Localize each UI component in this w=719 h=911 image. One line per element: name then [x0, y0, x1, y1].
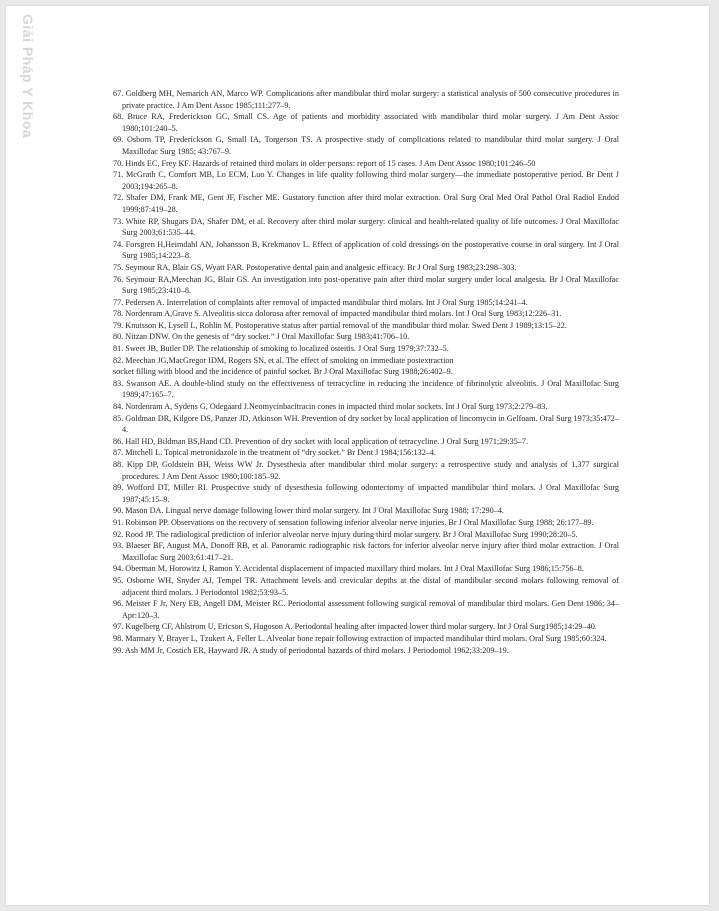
- reference-item: 80. Nitzan DNW. On the genesis of “dry socket.” J Oral Maxillofac Surg 1983;41:706–10.: [113, 332, 410, 342]
- reference-list: [113, 88, 619, 656]
- reference-item: 77. Pedersen A. Interrelation of complaints after removal of impacted mandibular third molars. Int J Oral Surg 1985;14:241–4.: [113, 297, 528, 307]
- reference-item: 94. Oberman M, Horowitz I, Ramon Y. Accidental displacement of impacted maxillary third molars. Int J Oral Maxillofac Surg 1986;15:756–8.: [113, 564, 584, 574]
- reference-item: 84. Nordenram A, Sydens G, Odegaard J.Neomycinbacitracin cones in impacted third molar sockets. Int J Oral Surg 1973;2:279–83.: [113, 402, 548, 412]
- reference-item: 72. Shafer DM, Frank ME, Gent JF, Fischer ME. Gustatory function after third molar extraction. Oral Surg Oral Med Oral Pathol Oral Radiol Endod 1999;87:419–28.: [113, 193, 619, 214]
- reference-item: 68. Bruce RA, Frederickson GC, Small CS. Age of patients and morbidity associated with mandibular third molar surgery. J Am Dent Assoc 1980;101:240–5.: [113, 112, 619, 133]
- reference-item: 91. Robinson PP. Observations on the recovery of sensation following inferior alveolar nerve injuries. Br J Oral Maxillofac Surg 1988; 26:177–89.: [113, 517, 594, 527]
- reference-item: 96. Meister F Jr, Nery EB, Angell DM, Meister RC. Periodontal assessment following surgical removal of mandibular third molars. Gen Dent 1986; 34–Apr:120–3.: [113, 599, 619, 620]
- reference-item: 98. Marmary Y, Brayer L, Tzukert A, Feller L. Alveolar bone repair following extraction of impacted mandibular third molars. Oral Surg 1985;60:324.: [113, 633, 607, 643]
- reference-item: 71. McGrath C, Comfort MB, Lo ECM, Luo Y. Changes in life quality following third molar surgery—the immediate postoperative period. Br Dent J 2003;194:265–8.: [113, 170, 619, 191]
- reference-item: 88. Kipp DP, Goldstein BH, Weiss WW Jr. Dysesthesia after mandibular third molar surgery: a retrospective study and analysis of 1,377 surgical procedures. J Am Dent Assoc 1980;100:185–92.: [113, 460, 619, 481]
- reference-item: 93. Blaeser BF, August MA, Donoff RB, et al. Panoramic radiographic risk factors for inferior alveolar nerve injury after third molar extraction. J Oral Maxillofac Surg 2003;61:417–21.: [113, 541, 619, 562]
- watermark-text: Giải Pháp Y Khoa: [20, 14, 36, 139]
- reference-item: 95. Osborne WH, Snyder AJ, Tempel TR. Attachment levels and crevicular depths at the distal of mandibular second molars following removal of adjacent third molars. J Periodontol 1982;53:93–5.: [113, 575, 619, 597]
- reference-item: 87. Mitchell L. Topical metronidazole in the treatment of “dry socket.” Br Dent J 1984;156:132–4.: [113, 448, 437, 458]
- reference-item: 97. Kugelberg CF, Ahlstrom U, Ericson S, Hugoson A. Periodontal healing after impacted lower third molar surgery. Int J Oral Surg1985;14:29–40.: [113, 622, 597, 632]
- reference-item: 70. Hinds EC, Frey KF. Hazards of retained third molars in older persons: report of 15 cases. J Am Dent Assoc 1980;101:246–50: [113, 158, 536, 168]
- reference-item: 76. Seymour RA,Meechan JG, Blair GS. An investigation into post-operative pain after third molar surgery under local analgesia. Br J Oral Maxillofac Surg 1985;23:410–8.: [113, 274, 619, 296]
- reference-item: 89. Wofford DT, Miller RI. Prospective study of dysesthesia following odontectomy of impacted mandibular third molars. J Oral Maxillofac Surg 1987;45:15–9.: [113, 483, 619, 504]
- reference-item: 69. Osborn TP, Frederickson G, Small IA, Torgerson TS. A prospective study of complications related to mandibular third molar surgery. J Oral Maxillofac Surg 1985; 43:767–9.: [113, 135, 619, 156]
- reference-item: 75. Seymour RA, Blair GS, Wyatt FAR. Postoperative dental pain and analgesic efficacy. Br J Oral Surg 1983;23:298–303.: [113, 262, 517, 272]
- reference-item: 67. Goldberg MH, Nemarich AN, Marco WP. Complications after mandibular third molar surgery: a statistical analysis of 500 consecutive procedures in private practice. J Am Dent Assoc 1985;111:277–9.: [113, 89, 619, 110]
- reference-item: 81. Sweet JB, Butler DP. The relationship of smoking to localized osteitis. J Oral Surg 1979;37:732–5.: [113, 344, 449, 354]
- reference-item: 86. Hall HD, Bildman BS,Hand CD. Prevention of dry socket with local application of tetracycline. J Oral Surg 1971;29:35–7.: [113, 436, 529, 446]
- document-page: [6, 6, 709, 905]
- reference-item: 99. Ash MM Jr, Costich ER, Hayward JR. A study of periodontal hazards of third molars. J Periodontol 1962;33:209–19.: [113, 645, 509, 655]
- reference-item: 74. Forsgren H,Heimdahl AN, Johansson B, Krekmanov L. Effect of application of cold dressings on the postoperative course in oral surgery. Int J Oral Surg 1985;14:223–8.: [113, 239, 619, 261]
- reference-item: 73. White RP, Shugars DA, Shafer DM, et al. Recovery after third molar surgery: clinical and health-related quality of life outcomes. J Oral Maxillofac Surg 2003;61:535–44.: [113, 216, 619, 238]
- reference-item: 90. Mason DA. Lingual nerve damage following lower third molar surgery. Int J Oral Maxillofac Surg 1988; 17:290–4.: [113, 506, 504, 516]
- reference-item: 92. Rood JP. The radiological prediction of inferior alveolar nerve injury during third molar surgery. Br J Oral Maxillofac Surg 1990;28:20–5.: [113, 529, 578, 539]
- reference-item: 78. Nordenram A,Grave S. Alveolitis sicca dolorosa after removal of impacted mandibular third molars. Int J Oral Surg 1983;12:226–31.: [113, 309, 562, 319]
- reference-item: socket filling with blood and the incidence of painful socket. Br J Oral Maxillofac Surg 1988;26:402–9.: [113, 367, 453, 377]
- reference-item: 85. Goldman DR, Kilgore DS, Panzer JD, Atkinson WH. Prevention of dry socket by local application of lincomycin in Gelfoam. Oral Surg 1973;35:472–4.: [113, 413, 619, 435]
- reference-item: 82. Meechan JG,MacGregor IDM, Rogers SN, et al. The effect of smoking on immediate postextraction: [113, 355, 454, 365]
- reference-item: 79. Knutsson K, Lysell L, Rohlin M. Postoperative status after partial removal of the mandibular third molar. Swed Dent J 1989;13:15–22.: [113, 320, 567, 330]
- reference-item: 83. Swanson AE. A double-blind study on the effectiveness of tetracycline in reducing the incidence of fibrinolytic alveolitis. J Oral Maxillofac Surg 1989;47:165–7.: [113, 378, 619, 400]
